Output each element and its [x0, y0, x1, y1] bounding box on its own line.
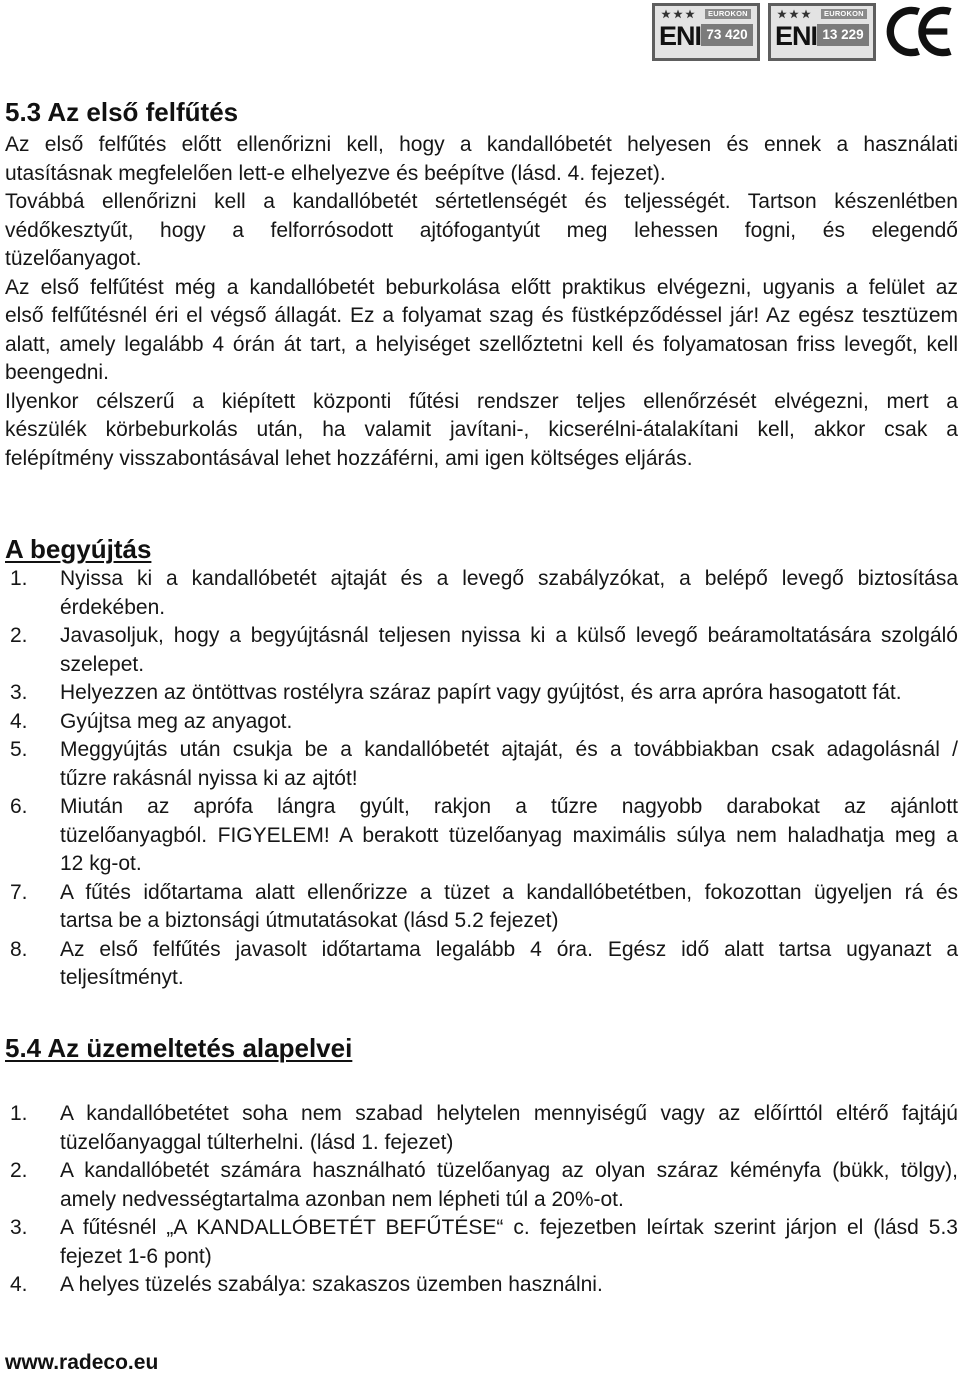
star-icon	[673, 10, 682, 19]
list-item-number: 8.	[10, 937, 28, 961]
list-item-number: 3.	[10, 681, 28, 704]
section-title-5-4-wrap	[5, 1033, 958, 1063]
text-line: tartsa be a biztonsági útmutatásokat (lásd 5.2 fejezet)	[60, 909, 559, 932]
certifier-label: EUROKON	[821, 9, 867, 19]
paragraph	[5, 388, 958, 474]
star-icon	[789, 10, 798, 19]
text-line: első felfűtésnél éri el végső állagát. Ez a folyamat szag és füstképződéssel jár! Az egész tesztüzem	[5, 304, 958, 328]
text-line: Az első felfűtést még a kandallóbetét beburkolása előtt praktikus elvégezni, ugyanis a felület az	[5, 275, 958, 299]
text-line: alatt, amely legalább 4 órán át tart, a helyiséget szellőztetni kell és folyamatosan friss levegőt, kell	[5, 332, 958, 356]
list-item-number: 2.	[10, 624, 28, 647]
footer-website: www.radeco.eu	[5, 1351, 159, 1374]
text-line: Miután az aprófa lángra gyúlt, rakjon a tűzre nagyobb darabokat az ajánlott	[60, 795, 958, 818]
ce-mark-c	[890, 10, 918, 52]
paragraph	[5, 131, 958, 188]
stars-icon	[777, 9, 813, 19]
paragraph	[5, 274, 958, 388]
list-item-number: 7.	[10, 880, 28, 904]
star-icon	[685, 10, 694, 19]
list-item	[5, 1157, 958, 1214]
text-line: A fűtésnél „A KANDALLÓBETÉT BEFŰTÉSE“ c. fejezetben leírtak szerint járjon el (lásd 5.3	[60, 1216, 958, 1239]
text-line: utasításnak megfelelően lett-e elhelyezve és beépítve (lásd. 4. fejezet).	[5, 161, 666, 185]
list-item-number: 2.	[10, 1159, 28, 1182]
text-line: védőkesztyűt, hogy a felforrósodott ajtófogantyút meg lehessen fogni, és elegendő	[5, 218, 958, 242]
list-item-number: 4.	[10, 1273, 28, 1296]
operation-principles-list	[5, 1100, 958, 1300]
list-item	[5, 736, 958, 793]
star-icon	[801, 10, 810, 19]
text-line: fejezet 1-6 pont)	[60, 1244, 212, 1268]
star-icon	[777, 10, 786, 19]
section-title-begyujtas: A begyújtás	[5, 534, 152, 564]
list-item	[5, 622, 958, 679]
list-item	[5, 936, 958, 993]
text-line: Helyezzen az öntöttvas rostélyra száraz papírt vagy gyújtóst, és arra apróra hasogatott fát.	[60, 681, 902, 704]
text-line: A kandallóbetét számára használható tüzelőanyag az olyan száraz kéményfa (bükk, tölgy),	[60, 1159, 958, 1182]
section-title-begyujtas-wrap	[5, 534, 958, 564]
list-item-number: 1.	[10, 1102, 28, 1125]
text-line: tüzelőanyaggal túlterhelni. (lásd 1. fejezet)	[60, 1130, 454, 1154]
text-line: amely nedvességtartalma azonban nem lépheti túl a 20%-ot.	[60, 1187, 624, 1211]
text-line: Ilyenkor célszerű a kiépített központi fűtési rendszer teljes ellenőrzését elvégezni, mert a	[5, 389, 958, 413]
list-item-number: 4.	[10, 709, 28, 733]
text-line: készülék körbeburkolás után, ha valamit javítani-, kicserélni-átalakítani kell, akkor csak a	[5, 418, 958, 442]
text-line: Meggyújtás után csukja be a kandallóbetét ajtaját, és a továbbiakban csak adagolásnál /	[60, 738, 958, 761]
section-5-3-body	[5, 131, 958, 474]
text-line: tüzelőanyagból. FIGYELEM! A berakott tüzelőanyag maximális súlya nem haladhatja meg a	[60, 823, 958, 847]
eni-certification-logo	[652, 3, 760, 61]
certificate-number: 13 229	[817, 24, 869, 46]
list-item	[5, 708, 958, 737]
list-item	[5, 879, 958, 936]
text-line: Az első felfűtés előtt ellenőrizni kell, hogy a kandallóbetét helyesen és ennek a használati	[5, 133, 958, 156]
text-line: érdekében.	[60, 595, 166, 619]
certificate-number: 73 420	[701, 24, 753, 46]
ignition-steps-list	[5, 565, 958, 993]
section-title-5-3: 5.3 Az első felfűtés	[5, 97, 239, 127]
text-line: teljesítményt.	[60, 966, 184, 989]
text-line: Javasoljuk, hogy a begyújtásnál teljesen nyissa ki a külső levegő beáramoltatására szolgáló	[60, 624, 958, 647]
paragraph	[5, 188, 958, 274]
text-line: A fűtés időtartama alatt ellenőrizze a tüzet a kandallóbetétben, fokozottan ügyeljen rá és	[60, 880, 958, 904]
eni-brand-text: ENI	[659, 21, 702, 51]
text-line: felépítmény visszabontásával lehet hozzáférni, ami igen költséges eljárás.	[5, 447, 693, 471]
list-item	[5, 1271, 958, 1300]
list-item-number: 6.	[10, 795, 28, 818]
list-item-number: 3.	[10, 1216, 28, 1239]
stars-icon	[661, 9, 697, 19]
eni-certification-logo	[768, 3, 876, 61]
text-line: tűzre rakásnál nyissa ki az ajtót!	[60, 766, 358, 790]
list-item-number: 5.	[10, 738, 28, 761]
text-line: Az első felfűtés javasolt időtartama legalább 4 óra. Egész idő alatt tartsa ugyanazt a	[60, 937, 958, 961]
text-line: beengedni.	[5, 361, 109, 385]
eni-brand-text: ENI	[775, 21, 818, 51]
text-line: Gyújtsa meg az anyagot.	[60, 709, 293, 733]
section-title-5-4: 5.4 Az üzemeltetés alapelvei	[5, 1033, 353, 1063]
list-item	[5, 679, 958, 708]
star-icon	[661, 10, 670, 19]
list-item	[5, 565, 958, 622]
ce-mark-icon	[886, 3, 958, 60]
list-item-number: 1.	[10, 567, 28, 590]
list-item	[5, 793, 958, 879]
text-line: tüzelőanyagot.	[5, 247, 142, 271]
text-line: 12 kg-ot.	[60, 852, 142, 875]
text-line: A kandallóbetétet soha nem szabad helytelen mennyiségű vagy az előírttól eltérő fajtájú	[60, 1102, 958, 1125]
text-line: Továbbá ellenőrizni kell a kandallóbetét sértetlenségét és teljességét. Tartson készenlétben	[5, 190, 958, 214]
list-item	[5, 1100, 958, 1157]
text-line: szelepet.	[60, 652, 145, 676]
text-line: Nyissa ki a kandallóbetét ajtaját és a levegő szabályzókat, a belépő levegő biztosítása	[60, 567, 958, 590]
list-item	[5, 1214, 958, 1271]
certifier-label: EUROKON	[705, 9, 751, 19]
text-line: A helyes tüzelés szabálya: szakaszos üzemben használni.	[60, 1273, 603, 1296]
